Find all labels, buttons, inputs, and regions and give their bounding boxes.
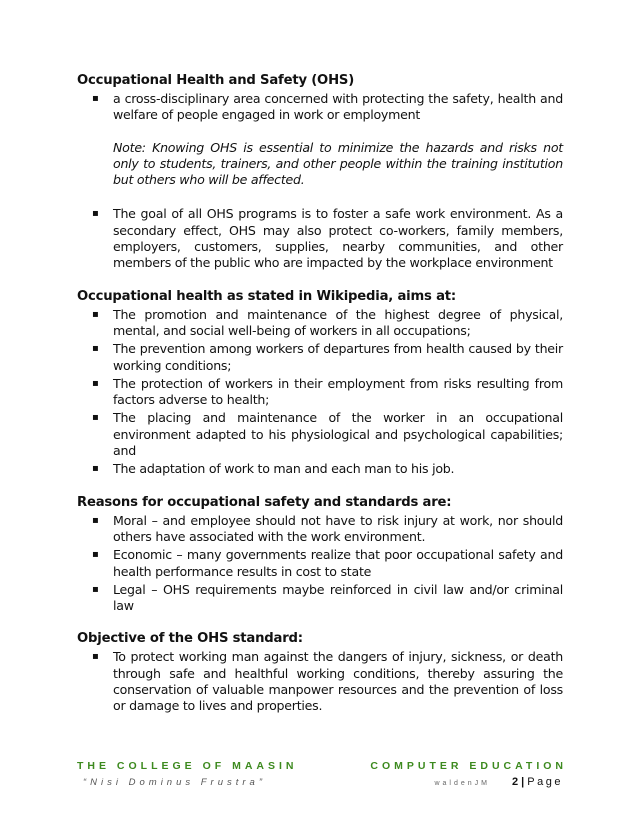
bullet-list — [77, 513, 563, 615]
section-heading: Occupational Health and Safety (OHS) — [77, 73, 355, 88]
bullet-icon: ▪ — [92, 514, 99, 526]
section-wikipedia-aims — [77, 288, 563, 478]
document-body — [77, 72, 563, 731]
bullet-icon: ▪ — [92, 308, 99, 320]
page-footer — [77, 760, 567, 788]
section-objective — [77, 630, 563, 714]
list-item: ▪ Legal – OHS requirements maybe reinforced in civil law and/or criminal law — [92, 581, 563, 614]
footer-right — [434, 776, 563, 788]
bullet-icon: ▪ — [92, 93, 99, 104]
footer-bottom-row — [77, 776, 563, 788]
page-number-label — [512, 776, 563, 788]
list-item: ▪ The protection of workers in their employment from risks resulting from factors adverse to health; — [92, 375, 563, 408]
note-wrapper — [77, 140, 563, 189]
bullet-icon: ▪ — [92, 412, 99, 424]
college-motto: “Nisi Dominus Frustra” — [83, 777, 267, 788]
note-text: Note: Knowing OHS is essential to minimize the hazards and risks not only to students, trainers, and other people within the training institution but others who will be affected. — [113, 139, 563, 188]
bullet-icon: ▪ — [92, 549, 99, 561]
page-number: 2 — [511, 776, 519, 788]
bullet-icon: ▪ — [92, 463, 99, 475]
list-item: ▪ To protect working man against the dangers of injury, sickness, or death through safe and healthful working conditions, thereby assuring the conservation of valuable manpower resources and the prevention of loss or damage to lives and properties. — [92, 649, 563, 714]
department-name: COMPUTER EDUCATION — [370, 760, 567, 772]
section-reasons — [77, 494, 563, 615]
list-item: ▪ The placing and maintenance of the worker in an occupational environment adapted to his physiological and psychological capabilities; and — [92, 410, 563, 459]
note-container — [113, 140, 563, 189]
bullet-list — [77, 307, 563, 478]
bullet-icon: ▪ — [92, 343, 99, 355]
bullet-list — [77, 206, 563, 271]
section-ohs — [77, 72, 563, 272]
section-heading: Reasons for occupational safety and standards are: — [77, 494, 452, 510]
page-word: Page — [527, 776, 563, 788]
page-separator: | — [521, 776, 525, 788]
bullet-icon: ▪ — [92, 208, 99, 220]
list-item: ▪ a cross-disciplinary area concerned with protecting the safety, health and welfare of people engaged in work or employment — [92, 91, 563, 123]
bullet-icon: ▪ — [92, 583, 99, 595]
list-item: ▪ Economic – many governments realize that poor occupational safety and health performance results in cost to state — [92, 547, 563, 579]
list-item: ▪ The prevention among workers of departures from health caused by their working conditions; — [92, 341, 563, 373]
section-heading: Objective of the OHS standard: — [77, 631, 303, 647]
footer-top-row — [77, 760, 567, 772]
bullet-list — [77, 649, 563, 714]
author-name: waldenJM — [434, 780, 490, 787]
list-item: ▪ The promotion and maintenance of the highest degree of physical, mental, and social well-being of workers in all occupations; — [92, 306, 563, 338]
section-heading: Occupational health as stated in Wikipedia, aims at: — [77, 288, 456, 304]
list-item: ▪ Moral – and employee should not have to risk injury at work, nor should others have associated with the work environment. — [92, 512, 563, 544]
list-item: ▪ The goal of all OHS programs is to foster a safe work environment. As a secondary effect, OHS may also protect co-workers, family members, employers, customers, supplies, nearby communities, and other members of the public who are impacted by the workplace environment — [92, 206, 563, 271]
bullet-icon: ▪ — [92, 377, 99, 389]
bullet-icon: ▪ — [92, 651, 99, 663]
list-item: ▪ The adaptation of work to man and each man to his job. — [92, 461, 455, 477]
bullet-list — [77, 91, 563, 124]
college-name: THE COLLEGE OF MAASIN — [77, 760, 298, 772]
